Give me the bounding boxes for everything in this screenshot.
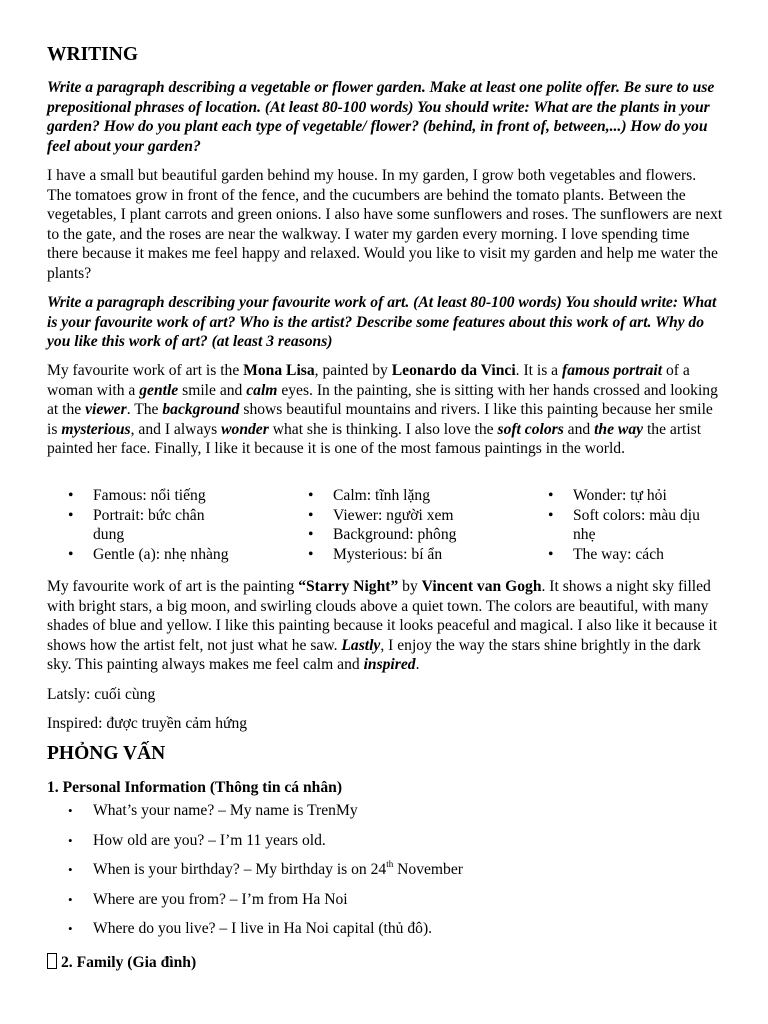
qa-item: • How old are you? – I’m 11 years old. [47,831,723,861]
keyword: Mona Lisa [243,362,315,379]
missing-glyph-icon [47,953,57,969]
writing-heading: WRITING [47,44,139,65]
vocab-keyword: viewer [85,401,127,419]
vocabulary-list [47,486,723,570]
vocab-keyword: background [162,401,240,419]
vocab-keyword: calm [246,381,278,399]
mona-lisa-answer: My favourite work of art is the Mona Lisa, painted by Leonardo da Vinci. It is a famous portrait of a woman with a gentle smile and calm eyes. In the painting, she is sitting with her hands crossed and looking at the viewer. The background shows beautiful mountains and rivers. I like this painting because her smile is mysterious, and I always wonder what she is thinking. I also love the soft colors and the way the artist painted her face. Finally, I like it because it is one of the most famous paintings in the world. [47,362,718,458]
garden-prompt: Write a paragraph describing a vegetable or flower garden. Make at least one polite offer. Be sure to use prepositional phrases of location. (At least 80-100 words) You should write: What are the plants in your garden? How do you plant each type of vegetable/ flower? (behind, in front of, between,...) How do you feel about your garden? [47,79,715,155]
vocab-item: • Gentle (a): nhẹ nhàng [47,545,293,565]
keyword: Vincent van Gogh [421,578,542,595]
vocab-item: • Mysterious: bí ẩn [287,545,487,565]
qa-item: • What’s your name? – My name is TrenMy [47,801,723,831]
personal-qa-list [47,801,723,949]
qa-item: • Where are you from? – I’m from Ha Noi [47,890,723,920]
starry-night-answer: My favourite work of art is the painting “Starry Night” by Vincent van Gogh. It shows a night sky filled with bright stars, a big moon, and swirling clouds above a quiet town. The colors are beautiful, with many shades of blue and yellow. I like this painting because it looks peaceful and magical. I also like it because it shows how the artist felt, not just what he saw. Lastly, I enjoy the way the stars shine brightly in the dark sky. This painting always makes me feel calm and inspired. [47,578,718,674]
interview-heading: PHỎNG VẤN [47,743,166,764]
vocab-keyword: mysterious [61,420,131,438]
vocab-keyword: gentle [139,381,179,399]
vocab-item: • Background: phông [287,525,487,545]
vocab-keyword: the way [594,420,644,438]
vocab-item: • Soft colors: màu dịu nhẹ [527,506,703,545]
vocab-keyword: inspired [363,656,416,674]
qa-item: • When is your birthday? – My birthday is on 24th November [47,860,723,890]
vocab-note-lastly: Latsly: cuối cùng [47,686,156,703]
section-personal-information: 1. Personal Information (Thông tin cá nhân) [47,779,343,796]
vocabulary-column-2 [287,486,487,564]
vocab-item: • The way: cách [527,545,697,565]
vocabulary-column-1 [47,486,247,564]
vocab-note-inspired: Inspired: được truyền cảm hứng [47,715,248,732]
keyword: “Starry Night” [298,578,399,595]
vocab-item: • Calm: tĩnh lặng [287,486,487,506]
vocab-item: • Portrait: bức chân dung [47,506,217,545]
vocabulary-column-3 [527,486,717,564]
vocab-keyword: wonder [221,420,269,438]
vocab-item: • Viewer: người xem [287,506,487,526]
vocab-item: • Famous: nổi tiếng [47,486,217,506]
vocab-item: • Wonder: tự hỏi [527,486,697,506]
qa-item: • Where do you live? – I live in Ha Noi capital (thủ đô). [47,919,723,949]
vocab-keyword: soft colors [497,420,564,438]
vocab-keyword: famous portrait [562,362,663,379]
keyword: Leonardo da Vinci [391,362,516,379]
art-prompt: Write a paragraph describing your favourite work of art. (At least 80-100 words) You should write: What is your favourite work of art? Who is the artist? Describe some features about this work of art. Why do you like this work of art? (at least 3 reasons) [47,294,717,351]
section-family: 2. Family (Gia đình) [47,953,196,973]
garden-answer: I have a small but beautiful garden behind my house. In my garden, I grow both vegetables and flowers. The tomatoes grow in front of the fence, and the cucumbers are behind the tomato plants. Between the vegetables, I plant carrots and green onions. I also have some sunflowers and roses. The sunflowers are next to the gate, and the roses are near the walkway. I water my garden every morning. I love spending time there because it makes me feel happy and relaxed. Would you like to visit my garden and help me water the plants? [47,167,723,282]
vocab-keyword: Lastly [341,636,381,654]
